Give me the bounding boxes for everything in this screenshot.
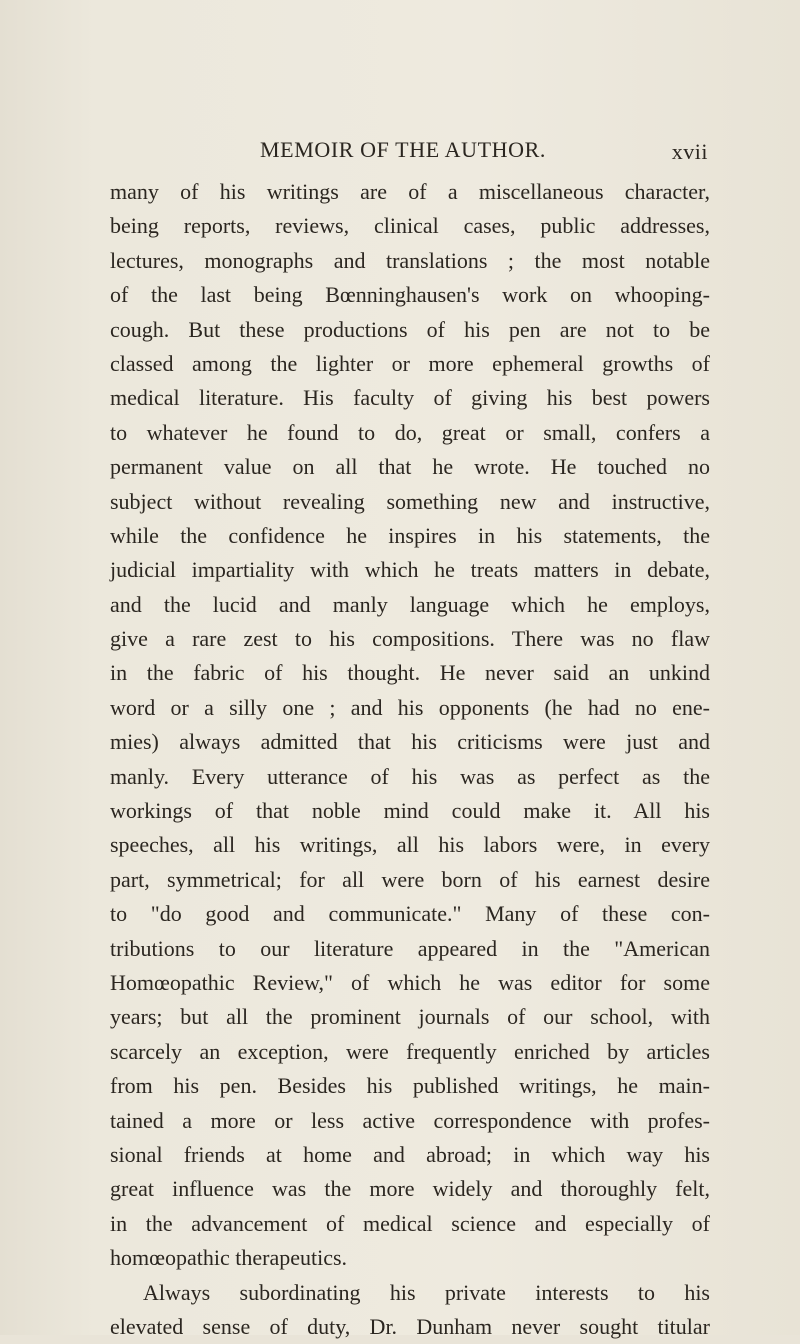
text-line-paragraph-end: homœopathic therapeutics. (110, 1245, 348, 1271)
text-line: lectures, monographs and translations ; the most notable (110, 247, 710, 273)
text-line: judicial impartiality with which he treats matters in debate, (110, 557, 710, 583)
text-line: from his pen. Besides his published writings, he main- (110, 1073, 710, 1099)
text-line: being reports, reviews, clinical cases, public addresses, (110, 213, 710, 239)
running-title: MEMOIR OF THE AUTHOR. (260, 137, 546, 162)
text-line: tained a more or less active correspondence with profes- (110, 1107, 710, 1133)
text-line: Homœopathic Review," of which he was editor for some (110, 969, 710, 995)
text-line: many of his writings are of a miscellaneous character, (110, 179, 710, 204)
text-line: workings of that noble mind could make it. All his (110, 798, 710, 824)
text-line: tributions to our literature appeared in the "American (110, 935, 710, 961)
text-line: permanent value on all that he wrote. He touched no (110, 454, 710, 480)
text-line: classed among the lighter or more ephemeral growths of (110, 350, 710, 376)
text-line: part, symmetrical; for all were born of his earnest desire (110, 866, 710, 892)
text-line: subject without revealing something new and instructive, (110, 488, 710, 514)
text-line: in the fabric of his thought. He never said an unkind (110, 660, 710, 686)
text-line-paragraph-start: Always subordinating his private interests to his (143, 1279, 710, 1305)
text-line: mies) always admitted that his criticisms were just and (110, 729, 710, 755)
text-line: to "do good and communicate." Many of these con- (110, 901, 710, 927)
text-line: scarcely an exception, were frequently enriched by articles (110, 1038, 710, 1064)
text-line: medical literature. His faculty of giving his best powers (110, 385, 710, 411)
text-line: speeches, all his writings, all his labors were, in every (110, 832, 710, 858)
text-line: great influence was the more widely and thoroughly felt, (110, 1176, 710, 1202)
body-text (110, 175, 710, 1344)
text-line: elevated sense of duty, Dr. Dunham never sought titular (110, 1313, 710, 1339)
text-line: sional friends at home and abroad; in which way his (110, 1141, 710, 1167)
text-line: give a rare zest to his compositions. There was no flaw (110, 626, 710, 652)
text-line: manly. Every utterance of his was as perfect as the (110, 763, 710, 789)
text-line: while the confidence he inspires in his statements, the (110, 522, 710, 548)
text-line: of the last being Bœnninghausen's work on whooping- (110, 282, 710, 308)
running-head (108, 137, 708, 167)
text-line: to whatever he found to do, great or small, confers a (110, 419, 710, 445)
text-line: years; but all the prominent journals of our school, with (110, 1004, 710, 1030)
page-number: xvii (671, 139, 708, 164)
text-line: in the advancement of medical science and especially of (110, 1210, 710, 1236)
text-line: and the lucid and manly language which he employs, (110, 591, 710, 617)
text-line: word or a silly one ; and his opponents (he had no ene- (110, 694, 710, 720)
text-line: cough. But these productions of his pen are not to be (110, 316, 710, 342)
